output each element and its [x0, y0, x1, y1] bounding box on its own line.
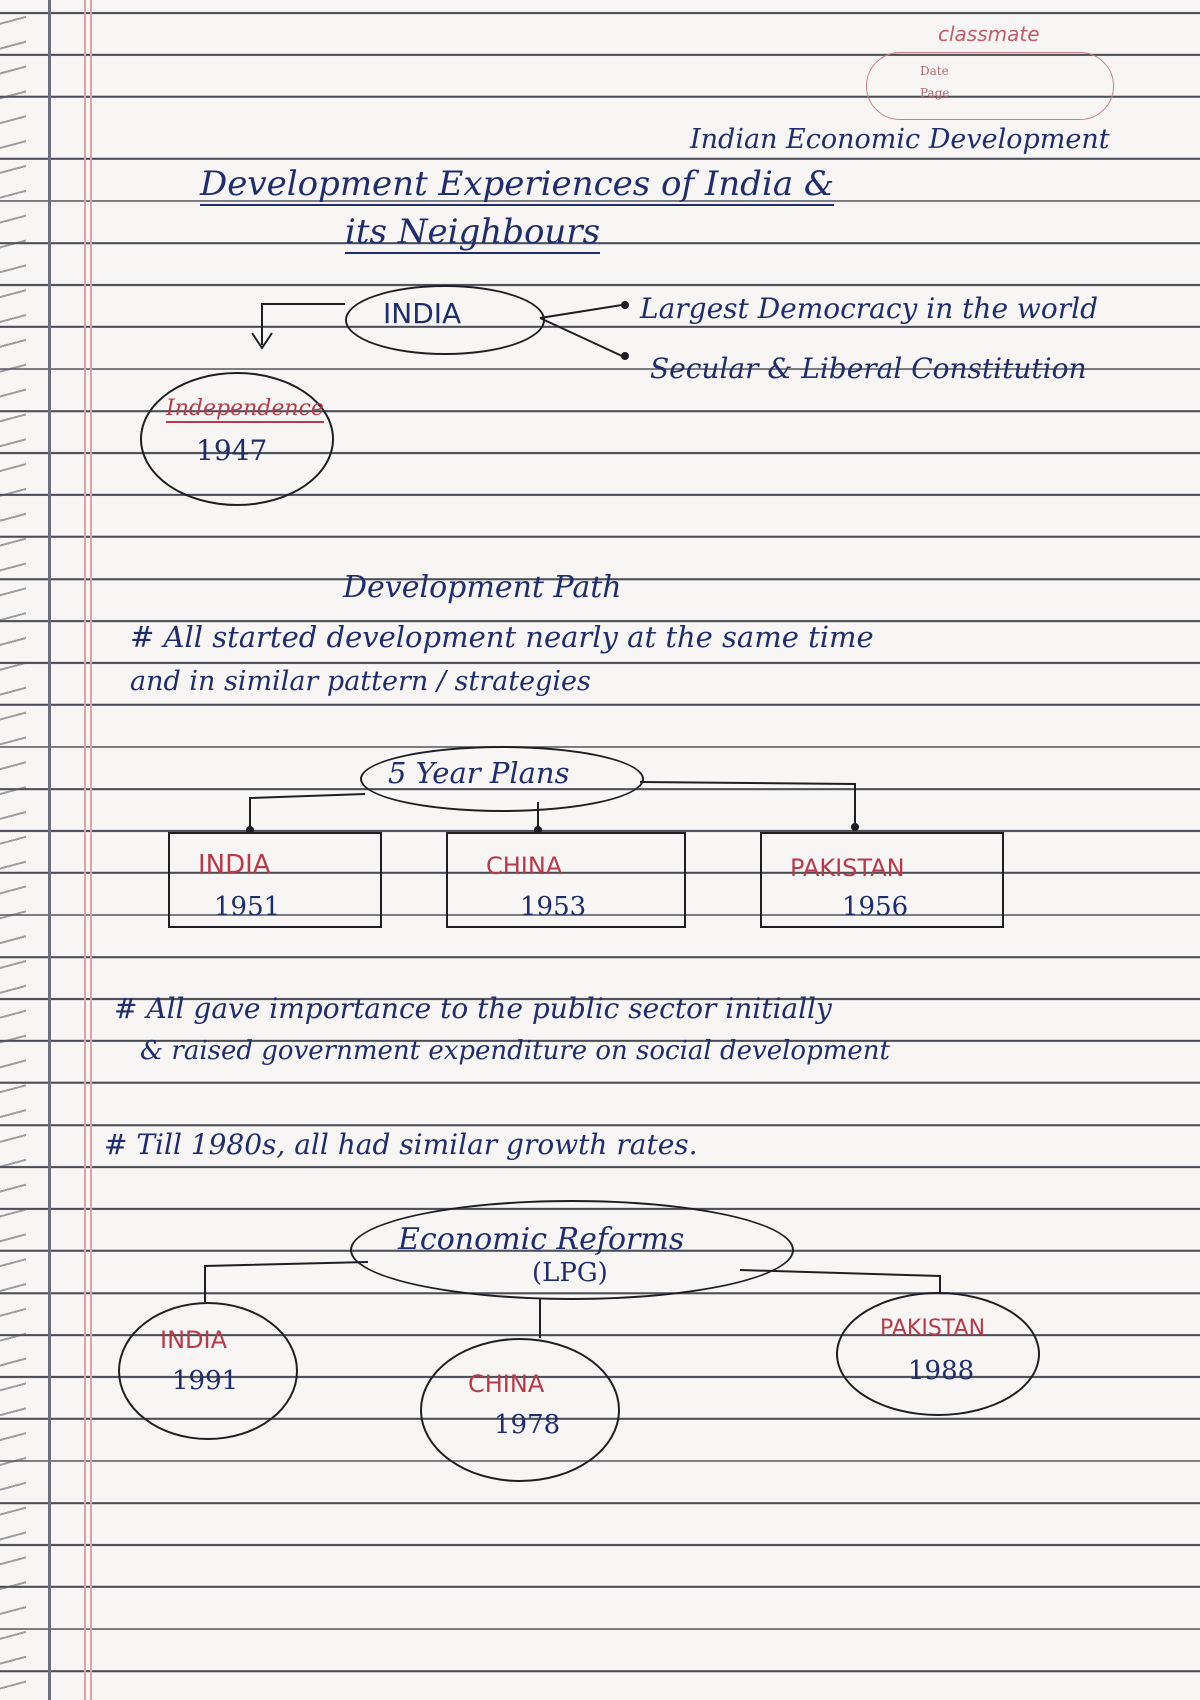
- country-name: PAKISTAN: [880, 1316, 986, 1341]
- date-label: Date: [920, 64, 949, 78]
- country-name: INDIA: [198, 850, 271, 880]
- point1-line2: and in similar pattern / strategies: [130, 666, 591, 697]
- reforms-label: Economic Reforms: [398, 1222, 685, 1257]
- country-name: CHINA: [468, 1370, 545, 1398]
- plans-label: 5 Year Plans: [388, 756, 570, 790]
- country-year: 1991: [172, 1366, 239, 1396]
- brand-stamp: classmate: [938, 22, 1040, 46]
- point2-line1: # All gave importance to the public sector initially: [114, 992, 832, 1025]
- independence-year: 1947: [196, 434, 268, 467]
- subject-header: Indian Economic Development: [690, 124, 1110, 155]
- independence-label: Independence: [166, 396, 324, 421]
- country-year: 1951: [214, 892, 281, 922]
- point2-line2: & raised government expenditure on social development: [140, 1036, 890, 1066]
- country-name: INDIA: [160, 1326, 228, 1354]
- point3: # Till 1980s, all had similar growth rates.: [104, 1128, 698, 1161]
- point1-line1: # All started development nearly at the same time: [130, 620, 874, 654]
- bullet-democracy: Largest Democracy in the world: [640, 292, 1099, 325]
- country-year: 1953: [520, 892, 587, 922]
- page-label: Page: [920, 86, 950, 100]
- india-center-label: INDIA: [383, 297, 462, 330]
- reforms-sublabel: (LPG): [532, 1258, 608, 1288]
- country-name: CHINA: [486, 852, 563, 880]
- page-title: Development Experiences of India &: [200, 164, 835, 204]
- development-path-heading: Development Path: [343, 570, 622, 605]
- country-year: 1988: [908, 1356, 975, 1386]
- bullet-constitution: Secular & Liberal Constitution: [650, 352, 1087, 385]
- country-year: 1978: [494, 1410, 561, 1440]
- country-name: PAKISTAN: [790, 854, 905, 882]
- page-title-line2: its Neighbours: [345, 212, 601, 252]
- reform-cloud-pakistan: [836, 1292, 1040, 1416]
- country-year: 1956: [842, 892, 909, 922]
